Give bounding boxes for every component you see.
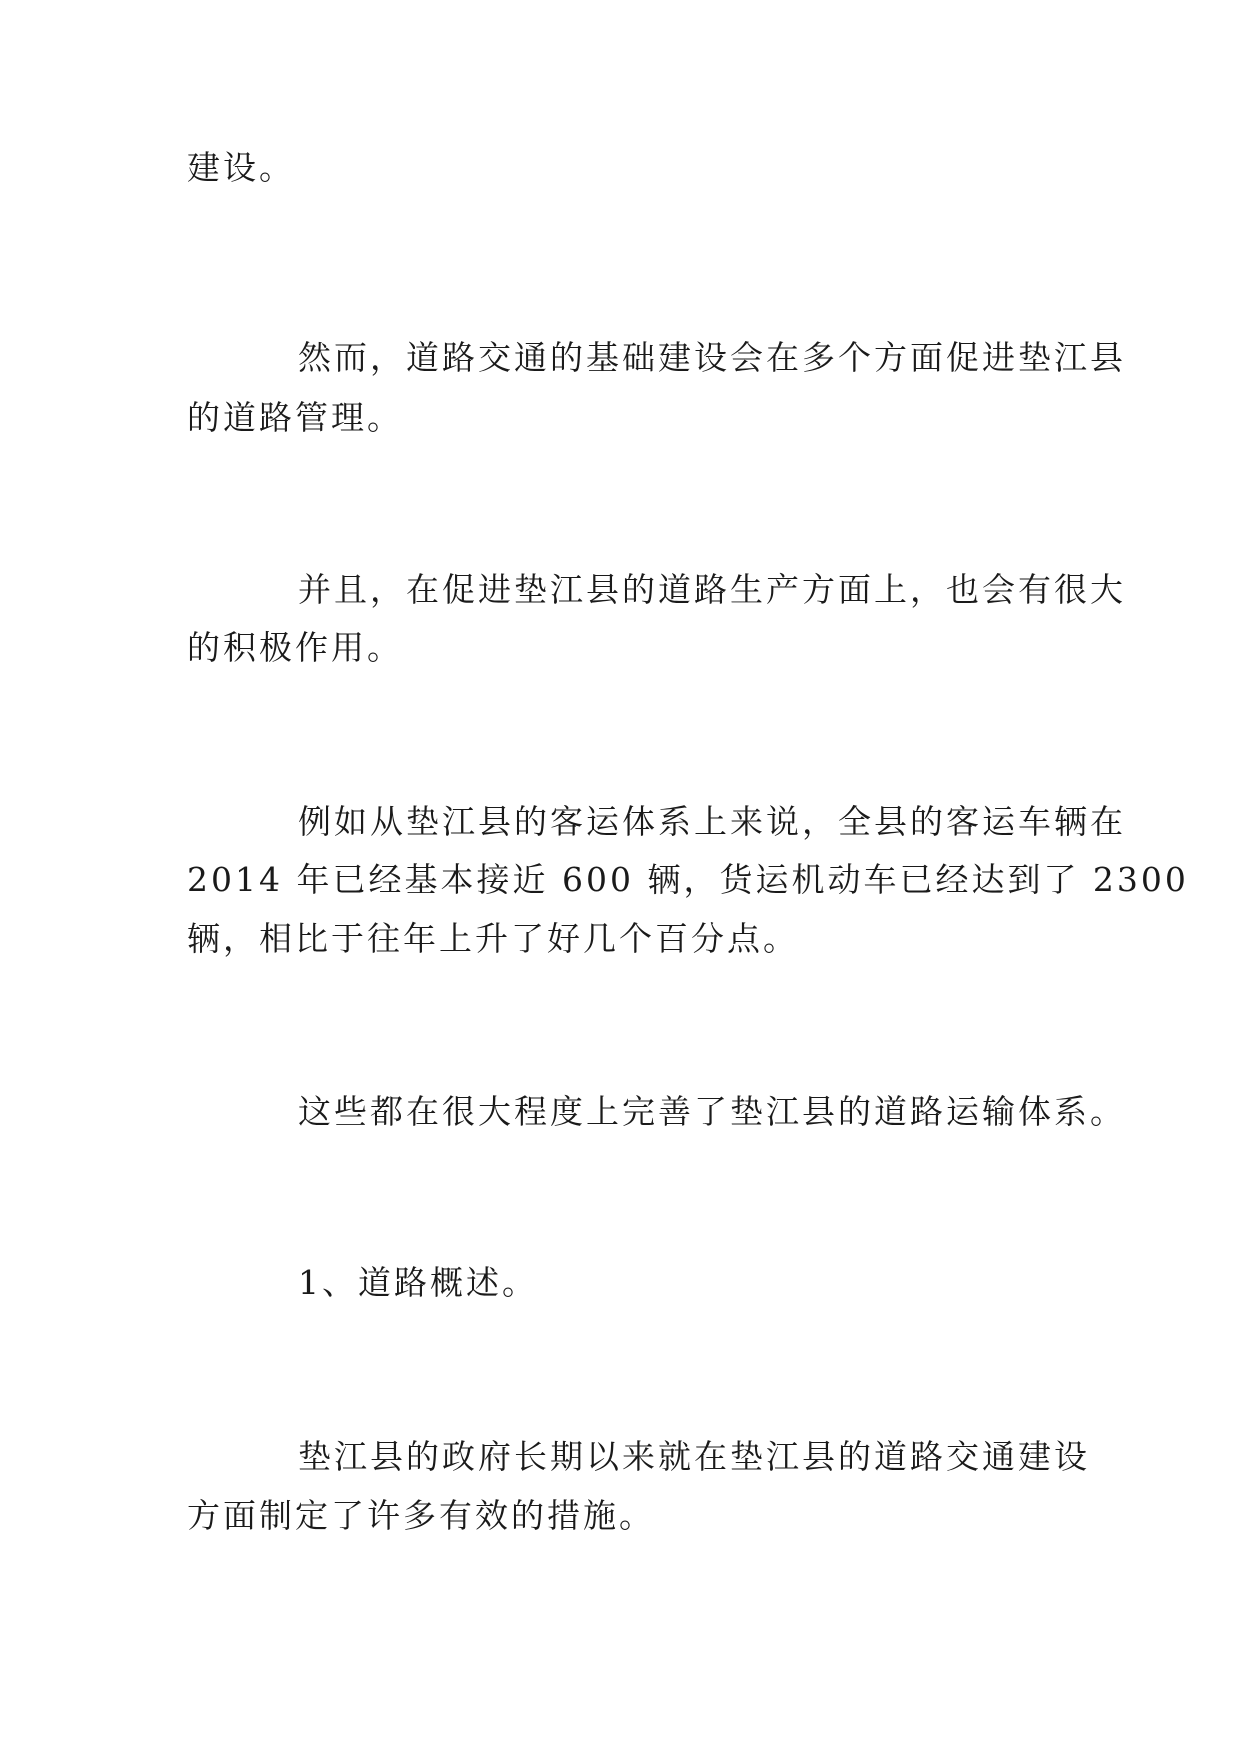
paragraph-line: 2014 年已经基本接近 600 辆，货运机动车已经达到了 2300: [187, 860, 1189, 899]
paragraph-line: 建设。: [187, 148, 295, 187]
paragraph-line: 的积极作用。: [187, 628, 403, 667]
paragraph-line: 垫江县的政府长期以来就在垫江县的道路交通建设: [298, 1437, 1090, 1476]
paragraph-line: 这些都在很大程度上完善了垫江县的道路运输体系。: [298, 1092, 1126, 1131]
paragraph-line: 然而，道路交通的基础建设会在多个方面促进垫江县: [298, 338, 1126, 377]
paragraph-line: 例如从垫江县的客运体系上来说，全县的客运车辆在: [298, 802, 1126, 841]
paragraph-line: 辆，相比于往年上升了好几个百分点。: [187, 919, 799, 958]
paragraph-line: 1、道路概述。: [298, 1263, 538, 1302]
paragraph-line: 的道路管理。: [187, 398, 403, 437]
paragraph-line: 并且，在促进垫江县的道路生产方面上，也会有很大: [298, 570, 1126, 609]
paragraph-line: 方面制定了许多有效的措施。: [187, 1496, 655, 1535]
